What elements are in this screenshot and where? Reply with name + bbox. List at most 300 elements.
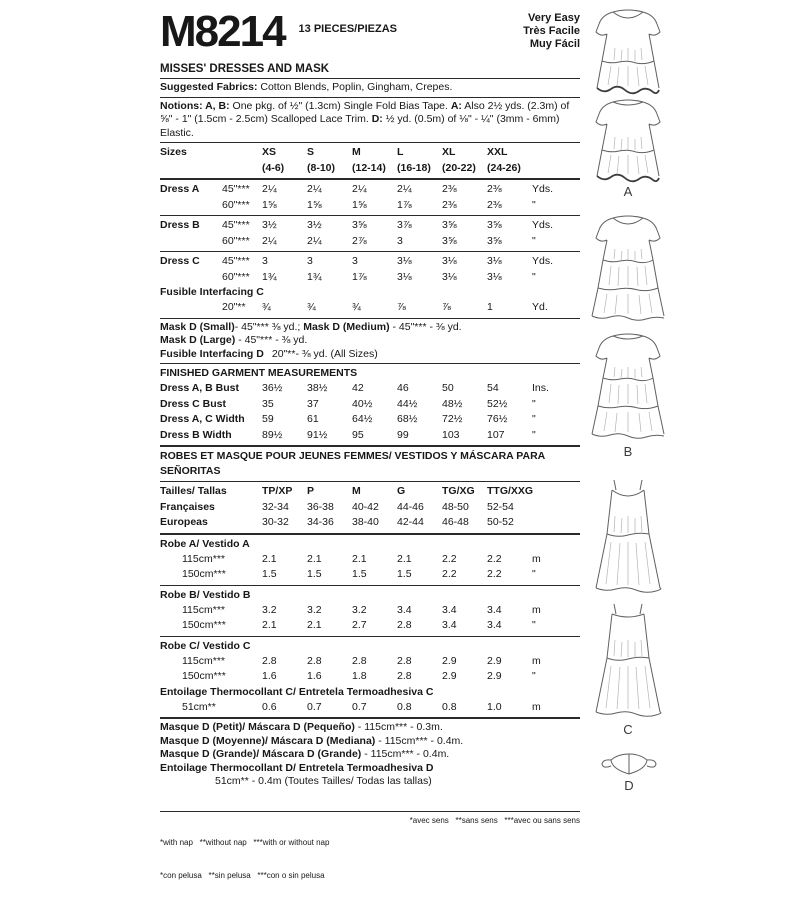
masque-grande-value: - 115cm*** - 0.4m. [361,748,450,760]
table-cell: 2.2 [487,552,502,565]
table-cell: 89½ [262,428,283,441]
table-cell: ¾ [307,301,316,313]
fabric-width: 45"*** [222,183,250,195]
row-label: Dress B Width [160,428,232,441]
table-cell: 91½ [307,428,328,441]
unit: " [532,428,536,441]
table-row [160,552,580,568]
table-cell: 48-50 [442,500,469,513]
table-row [160,515,580,531]
divider [160,215,580,216]
table-row [160,500,580,516]
table-cell: 46-48 [442,516,469,528]
table-cell: 103 [442,428,460,441]
fabric-width: 115cm*** [182,603,225,616]
table-cell: 44½ [397,397,418,410]
table-cell: ⅞ [397,301,406,313]
table-cell: 1¾ [307,270,322,283]
table-cell: 2.7 [352,619,367,631]
dress-b-back-illustration [583,330,673,442]
table-row [160,234,580,250]
table-cell: 2.2 [442,568,457,580]
fabric-width: 150cm*** [182,568,226,580]
table-cell: (20-22) [442,161,476,174]
masque-yardage-line [160,748,580,762]
size-values [262,484,532,500]
table-cell: 59 [262,413,274,425]
mask-large-label: Mask D (Large) [160,334,236,346]
footnotes [160,815,580,903]
table-cell: 2⅜ [487,183,502,195]
table-cell: 2.8 [397,619,412,631]
table-cell: TG/XG [442,485,475,497]
yardage-values [262,182,532,198]
notions-view-a-label: A: [450,99,462,112]
table-cell: 2.1 [262,619,277,631]
row-label: Dress A, C Width [160,413,245,425]
unit: " [532,234,536,247]
table-cell: 35 [262,397,274,410]
notions-label: Notions: A, B: [160,99,230,112]
table-cell: 2.2 [487,568,502,580]
mask-small-label: Mask D (Small) [160,320,235,333]
table-cell: (12-14) [352,161,386,174]
table-cell: 64½ [352,413,373,425]
fabric-width: 20"** [222,301,246,313]
table-row [160,603,580,619]
footnote-fr: *avec sens **sans sens ***avec ou sans sens [409,815,580,825]
table-cell: 48½ [442,397,463,410]
fabric-width: 60"*** [222,270,250,283]
yardage-values [262,218,532,234]
unit: " [532,568,536,580]
table-cell: (16-18) [397,161,431,174]
table-cell: 1.5 [262,568,277,580]
table-cell: 0.8 [442,700,457,713]
table-cell: 3.4 [487,619,502,631]
metric-values [262,654,532,670]
table-cell: 1.5 [352,568,367,580]
row-label: Tailles/ Tallas [160,485,227,497]
table-cell: 3⅛ [442,255,457,267]
measurement-values [262,428,532,444]
table-cell: 40-42 [352,500,379,513]
table-cell: 2.9 [442,654,457,667]
table-cell: 1¾ [262,270,277,283]
figure-label-c: C [623,722,633,737]
fabrics-label: Suggested Fabrics: [160,81,258,93]
table-cell: 3⅝ [442,219,457,231]
divider [160,97,580,98]
table-cell: 46 [397,382,409,394]
unit: Yds. [532,183,554,195]
table-cell: 2.8 [352,654,367,667]
table-cell: 2.1 [307,552,322,565]
metric-values [262,552,532,568]
table-row [160,198,580,214]
yardage-values [262,270,532,286]
table-row [160,218,580,234]
table-cell: 3½ [307,219,322,231]
table-cell: 2.1 [262,552,277,565]
table-cell: 95 [352,428,364,441]
row-label: Dress A [160,183,200,195]
fabric-width: 115cm*** [182,552,225,565]
notions-text-1: One pkg. of ½" (1.3cm) Single Fold Bias Tape. [229,99,451,112]
section-title: FINISHED GARMENT MEASUREMENTS [160,367,358,379]
table-row [160,618,580,634]
fabric-width: 150cm*** [182,619,226,631]
measurement-values [262,412,532,428]
mask-yardage-line [160,321,580,335]
row-label: Robe A/ Vestido A [160,537,250,550]
unit: Yds. [532,219,554,231]
figure-label-d: D [624,778,634,793]
table-cell: 2.1 [397,552,412,565]
unit: m [532,552,541,565]
table-row [160,300,580,316]
table-cell: ⅞ [442,301,451,313]
footnote-en: *with nap **without nap ***with or without nap [160,837,330,847]
table-cell: 72½ [442,413,463,425]
divider [160,445,580,447]
yardage-values [262,254,532,270]
row-label: Dress C Bust [160,397,226,410]
divider [160,636,580,637]
row-label: Françaises [160,500,215,513]
table-cell: 2¼ [397,183,412,195]
row-label: Dress B [160,219,200,231]
table-cell: 3.2 [262,603,277,616]
divider [160,481,580,482]
table-cell: 1⅝ [262,198,277,211]
table-row [160,669,580,685]
table-row [160,397,580,413]
metric-values [262,618,532,634]
unit: " [532,670,536,682]
mask-small-value: - 45"*** ⅜ yd.; [234,320,304,333]
header [160,8,580,60]
unit: m [532,654,541,667]
table-cell: 52½ [487,397,508,410]
size-number-columns [262,161,532,177]
dress-b-front-illustration [583,212,673,324]
table-cell: 44-46 [397,500,424,513]
table-cell: 1⅝ [307,198,322,211]
table-cell: 2.8 [307,654,322,667]
fabric-width: 115cm*** [182,654,225,667]
table-cell: 3⅛ [487,255,502,267]
table-cell: 30-32 [262,516,289,528]
table-cell: XL [442,146,456,158]
unit: m [532,700,541,713]
table-cell: 2.8 [397,670,412,682]
masque-moyenne-label: Masque D (Moyenne)/ Máscara D (Mediana) [160,734,376,747]
section-title-fr: ROBES ET MASQUE POUR JEUNES FEMMES/ VESTIDOS Y MÁSCARA PARA SEÑORITAS [160,450,545,477]
masque-grande-label: Masque D (Grande)/ Máscara D (Grande) [160,748,362,760]
table-cell: M [352,485,361,497]
table-cell: 1.6 [262,670,277,682]
metric-values [262,603,532,619]
measurement-values [262,397,532,413]
table-cell: (4-6) [262,161,285,174]
table-cell: ¾ [262,301,271,313]
fabrics-text: Cotton Blends, Poplin, Gingham, Crepes. [257,81,453,93]
fabric-width: 51cm** [182,700,216,713]
table-cell: 3.2 [307,603,322,616]
suggested-fabrics-line [160,81,580,95]
table-cell: 3 [262,255,268,267]
table-row [160,412,580,428]
table-cell: ¾ [352,301,361,313]
table-cell: (24-26) [487,161,521,174]
masque-moyenne-value: - 115cm*** - 0.4m. [375,734,464,747]
table-cell: 50 [442,382,454,394]
sizes-header-row [160,145,580,161]
table-cell: (8-10) [307,161,336,174]
table-cell: 2¼ [352,183,367,195]
mask-medium-label: Mask D (Medium) [303,320,390,333]
table-cell: 3 [352,255,358,267]
unit: Yds. [532,255,554,267]
table-cell: 3.4 [442,619,457,631]
unit: " [532,619,536,631]
table-cell: 2.9 [487,654,502,667]
table-cell: 3.4 [487,603,502,616]
table-cell: 3⅝ [487,234,502,247]
table-cell: 2.9 [442,670,457,682]
table-cell: 2¼ [307,183,322,195]
page-title: MISSES' DRESSES AND MASK [160,63,330,75]
notions-line [160,100,580,141]
table-row [160,700,580,716]
table-cell: 0.6 [262,700,277,713]
table-row [160,381,580,397]
table-row [160,654,580,670]
footnotes-left [160,815,329,903]
table-cell: 1⅞ [397,198,412,211]
yardage-values [262,198,532,214]
table-cell: 0.7 [352,700,367,713]
table-cell: 3.4 [442,603,457,616]
table-cell: 2¼ [262,234,277,247]
fabric-width: 60"*** [222,198,250,211]
divider [160,811,580,812]
dress-c-front-illustration [583,476,673,596]
table-cell: 3½ [262,219,277,231]
table-cell: 50-52 [487,516,514,528]
table-cell: 2⅜ [442,183,457,195]
mask-large-value: - 45"*** - ⅜ yd. [235,334,308,346]
row-label: Fusible Interfacing C [160,286,264,298]
table-cell: 1.8 [352,670,367,682]
notions-view-d-label: D: [371,113,383,125]
table-cell: 3⅛ [487,270,502,283]
unit: " [532,413,536,425]
table-cell: TP/XP [262,485,293,497]
table-cell: 2⅞ [352,234,367,247]
table-cell: 0.7 [307,700,322,713]
table-cell: 2¼ [262,183,277,195]
table-cell: 3⅞ [397,219,412,231]
entoilage-d-value-line: 51cm** - 0.4m (Toutes Tailles/ Todas las tallas) [215,775,432,787]
table-cell: 1.5 [307,568,322,580]
unit: Ins. [532,382,549,394]
entoilage-d-label-line [160,762,580,776]
row-label: Robe B/ Vestido B [160,588,251,601]
notions-text-2: Also 2½ yds. (2.3m) of ⅝" - 1" (1.5cm - 2.5cm) Scalloped Lace Trim. [160,99,570,125]
table-row [160,182,580,198]
sizes-label: Sizes [160,146,187,158]
dress-c-back-illustration [583,600,673,720]
table-cell: 37 [307,397,319,410]
metric-values [262,669,532,685]
table-cell: 99 [397,428,409,441]
size-values [262,515,532,531]
table-cell: 40½ [352,397,373,410]
table-cell: 3.4 [397,603,412,616]
table-cell: 32-34 [262,500,289,513]
figure-label-b: B [623,444,633,459]
table-cell: 1.5 [397,568,412,580]
difficulty-fr: Très Facile [523,25,580,37]
fabric-width: 60"*** [222,234,250,247]
measurement-values [262,381,532,397]
table-cell: 2⅜ [487,198,502,211]
row-label: Dress A, B Bust [160,382,239,394]
mask-interfacing-label: Fusible Interfacing D [160,347,264,360]
table-cell: 3⅛ [397,255,412,267]
table-cell: 1⅝ [352,198,367,211]
table-cell: 3⅛ [397,270,412,283]
table-row [160,254,580,270]
divider [160,251,580,252]
table-cell: 2¼ [307,234,322,247]
masque-petit-value: - 115cm*** - 0.3m. [354,721,443,733]
table-cell: XS [262,146,277,158]
entoilage-d-label: Entoilage Thermocollant D/ Entretela Termoadhesiva D [160,761,434,774]
fabric-width: 45"*** [222,219,250,231]
table-cell: 52-54 [487,500,514,513]
unit: Yd. [532,301,548,313]
divider [160,585,580,586]
dress-a-front-illustration [585,6,671,96]
table-cell: 36-38 [307,500,334,513]
fabric-width: 45"*** [222,255,250,267]
unit: " [532,397,536,410]
table-cell: L [397,146,404,158]
size-columns [262,145,532,161]
figure-label-a: A [623,184,633,199]
difficulty-en: Very Easy [528,12,580,24]
table-row [160,428,580,444]
dress-a-back-illustration [585,96,671,184]
table-row [160,484,580,500]
main-content-column [160,8,580,903]
mask-d-illustration [597,752,661,778]
table-cell: 3⅛ [442,270,457,283]
table-cell: 42 [352,382,364,394]
divider [160,717,580,719]
row-label: Robe C/ Vestido C [160,639,251,652]
difficulty-es: Muy Fácil [529,38,580,50]
notions-text-3: ½ yd. (0.5m) of ⅛" - ¼" (3mm - 6mm) Elastic. [160,113,560,139]
unit: " [532,198,536,211]
masque-yardage-line [160,721,580,735]
divider [160,533,580,535]
size-values [262,500,532,516]
table-cell: 1.6 [307,670,322,682]
table-cell: 38½ [307,382,328,394]
sizes-subheader-row [160,161,580,177]
table-cell: M [352,146,361,158]
yardage-values [262,234,532,250]
table-cell: 3⅝ [487,219,502,231]
divider [160,78,580,79]
table-cell: TTG/XXG [487,485,534,497]
table-cell: P [307,485,315,497]
table-cell: 2.8 [262,654,277,667]
table-cell: 34-36 [307,516,334,528]
table-cell: XXL [487,146,508,158]
table-cell: S [307,146,315,158]
yardage-values [262,300,532,316]
divider [160,178,580,180]
difficulty-rating [523,12,580,51]
row-label: Dress C [160,255,200,267]
table-cell: 1⅞ [352,270,367,283]
mask-interfacing-line [160,348,580,362]
table-cell: 2.9 [487,670,502,682]
pieces-count: 13 PIECES/PIEZAS [298,23,397,35]
fabric-width: 150cm*** [182,670,226,682]
table-row [160,270,580,286]
unit: m [532,603,541,616]
pattern-number: M8214 [160,7,285,56]
table-cell: 2.1 [352,552,367,565]
table-cell: 2.8 [397,654,412,667]
divider [160,363,580,364]
table-cell: 2⅜ [442,198,457,211]
table-cell: 3⅝ [442,234,457,247]
metric-values [262,700,532,716]
table-cell: 3⅝ [352,219,367,231]
table-cell: 3.2 [352,603,367,616]
footnote-es: *con pelusa **sin pelusa ***con o sin pelusa [160,870,325,880]
mask-yardage-line [160,334,580,348]
row-label: Entoilage Thermocollant C/ Entretela Termoadhesiva C [160,685,434,698]
table-row [160,567,580,583]
divider [160,318,580,319]
row-label: Europeas [160,516,208,528]
table-cell: 1 [487,301,493,313]
table-cell: 54 [487,382,499,394]
table-cell: 38-40 [352,516,379,528]
mask-interfacing-value: 20"**- ⅜ yd. (All Sizes) [271,347,378,360]
unit: " [532,270,536,283]
divider [160,142,580,143]
mask-medium-value: - 45"*** - ⅜ yd. [389,320,462,333]
metric-values [262,567,532,583]
masque-yardage-line [160,735,580,749]
table-cell: 2.2 [442,552,457,565]
table-cell: 68½ [397,413,418,425]
table-cell: 36½ [262,382,283,394]
table-cell: 76½ [487,413,508,425]
table-cell: 1.0 [487,700,502,713]
table-cell: 3 [307,255,313,267]
table-cell: 2.1 [307,619,322,631]
